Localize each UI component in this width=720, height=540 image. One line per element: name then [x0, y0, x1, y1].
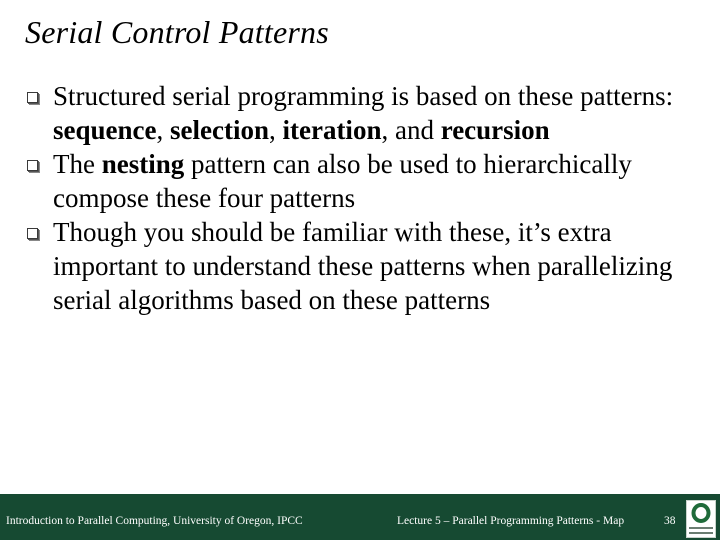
slide-title: Serial Control Patterns: [25, 14, 329, 50]
university-of-oregon-logo-icon: [686, 500, 716, 538]
checkbox-bullet-icon: [27, 228, 38, 239]
bullet-text-segment: Though you should be familiar with these, it’s extra important to understand these patterns when parallelizing serial algorithms based on these patterns: [53, 217, 673, 315]
bullet-bold-term: recursion: [440, 115, 550, 145]
checkbox-bullet-icon: [27, 92, 38, 103]
bullet-text-segment: ,: [156, 115, 170, 145]
bullet-bold-term: nesting: [101, 149, 185, 179]
logo-wordmark-line: [689, 527, 713, 529]
bullet-text-segment: The: [53, 149, 102, 179]
bullet-item: [25, 215, 705, 317]
footer-lecture-title: Lecture 5 – Parallel Programming Patterns - Map: [397, 515, 625, 527]
footer-course-title: Introduction to Parallel Computing, University of Oregon, IPCC: [6, 515, 303, 527]
bullet-text-segment: , and: [381, 115, 441, 145]
checkbox-bullet-icon: [27, 160, 38, 171]
logo-wordmark-line: [689, 532, 713, 534]
oregon-o-icon: [691, 503, 711, 523]
bullet-bold-term: selection: [170, 115, 269, 145]
bullet-bold-term: iteration: [282, 115, 382, 145]
page-number: 38: [664, 515, 676, 527]
bullet-item: [25, 79, 705, 147]
bullet-text-segment: pattern can also be used to hierarchically compose these four patterns: [53, 149, 632, 213]
bullet-list: [25, 79, 705, 317]
bullet-item: [25, 147, 705, 215]
bullet-text-segment: ,: [268, 115, 283, 145]
bullet-bold-term: sequence: [53, 115, 157, 145]
bullet-text-segment: Structured serial programming is based on these patterns:: [53, 81, 674, 111]
footer-bar: [0, 494, 720, 540]
